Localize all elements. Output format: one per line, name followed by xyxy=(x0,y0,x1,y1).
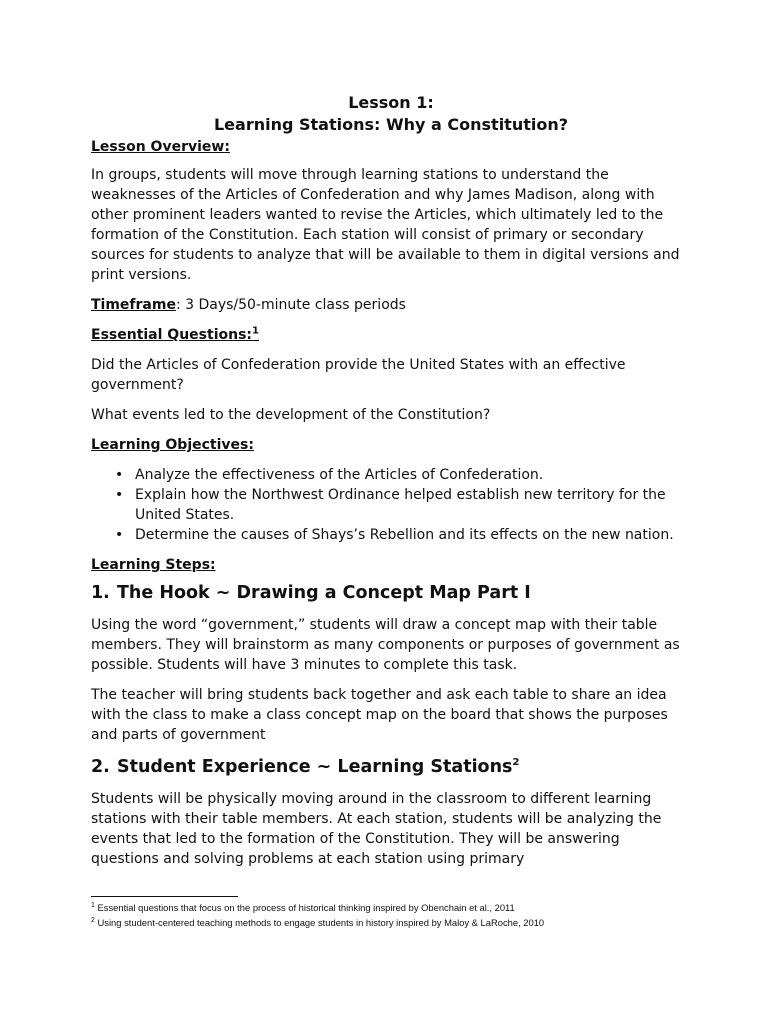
document-page xyxy=(91,92,691,869)
step-2-heading xyxy=(91,755,691,779)
step-2-paragraph: Students will be physically moving around in the classroom to different learning stations with their table members. At each station, students will be analyzing the events that led to the formation of the Constitution. They will be answering questions and solving problems at each station using primary xyxy=(91,791,662,867)
footnote-text: Using student-centered teaching methods to engage students in history inspired by Maloy & LaRoche, 2010 xyxy=(94,917,545,928)
footnote-number: 2 xyxy=(91,916,95,924)
bullet-icon: • xyxy=(115,487,124,503)
footnote xyxy=(91,900,711,915)
objectives-heading: Learning Objectives: xyxy=(91,437,254,453)
overview-text: In groups, students will move through learning stations to understand the weaknesses of the Articles of Confederation and why James Madison, along with other prominent leaders wanted to revise the Articles, which ultimately led to the formation of the Constitution. Each station will consist of primary or secondary sources for students to analyze that will be available to them in digital versions and print versions. xyxy=(91,167,680,283)
step-1-title: The Hook ~ Drawing a Concept Map Part I xyxy=(117,583,531,603)
timeframe xyxy=(91,295,691,315)
footnotes xyxy=(91,900,711,930)
bullet-icon: • xyxy=(115,467,124,483)
objective-text: Determine the causes of Shays’s Rebellion and its effects on the new nation. xyxy=(135,527,674,543)
list-item xyxy=(91,525,691,545)
footnote-ref-2: 2 xyxy=(512,757,520,769)
objectives-list xyxy=(91,465,691,545)
list-item xyxy=(91,485,691,525)
overview-heading: Lesson Overview: xyxy=(91,139,230,155)
footnote-ref-1: 1 xyxy=(252,325,259,337)
lesson-title: Learning Stations: Why a Constitution? xyxy=(213,115,569,134)
footnote-number: 1 xyxy=(91,901,95,909)
step-1-paragraph: The teacher will bring students back together and ask each table to share an idea with the class to make a class concept map on the board that shows the purposes and parts of government xyxy=(91,687,668,743)
list-item xyxy=(91,465,691,485)
essential-questions-heading xyxy=(91,325,691,345)
step-2-title: Student Experience ~ Learning Stations xyxy=(117,757,513,777)
timeframe-label: Timeframe xyxy=(91,297,176,313)
step-1-number: 1. xyxy=(91,583,110,603)
essential-questions-label: Essential Questions: xyxy=(91,327,253,343)
timeframe-value: : 3 Days/50-minute class periods xyxy=(175,297,406,313)
lesson-number: Lesson 1: xyxy=(348,93,434,112)
step-1-paragraph: Using the word “government,” students will draw a concept map with their table members. They will brainstorm as many components or purposes of government as possible. Students will have 3 minutes to complete this task. xyxy=(91,617,680,673)
step-1-heading xyxy=(91,581,691,605)
footnote-text: Essential questions that focus on the process of historical thinking inspired by Obenchain et al., 2011 xyxy=(94,902,515,913)
objective-text: Analyze the effectiveness of the Articles of Confederation. xyxy=(135,467,544,483)
essential-question: Did the Articles of Confederation provide the United States with an effective government? xyxy=(91,357,626,393)
footnote-divider xyxy=(91,896,238,897)
bullet-icon: • xyxy=(115,527,124,543)
step-2-number: 2. xyxy=(91,757,110,777)
steps-heading: Learning Steps: xyxy=(91,557,216,573)
objective-text: Explain how the Northwest Ordinance helped establish new territory for the United States. xyxy=(135,487,666,523)
footnote xyxy=(91,915,711,930)
essential-question: What events led to the development of the Constitution? xyxy=(91,407,491,423)
